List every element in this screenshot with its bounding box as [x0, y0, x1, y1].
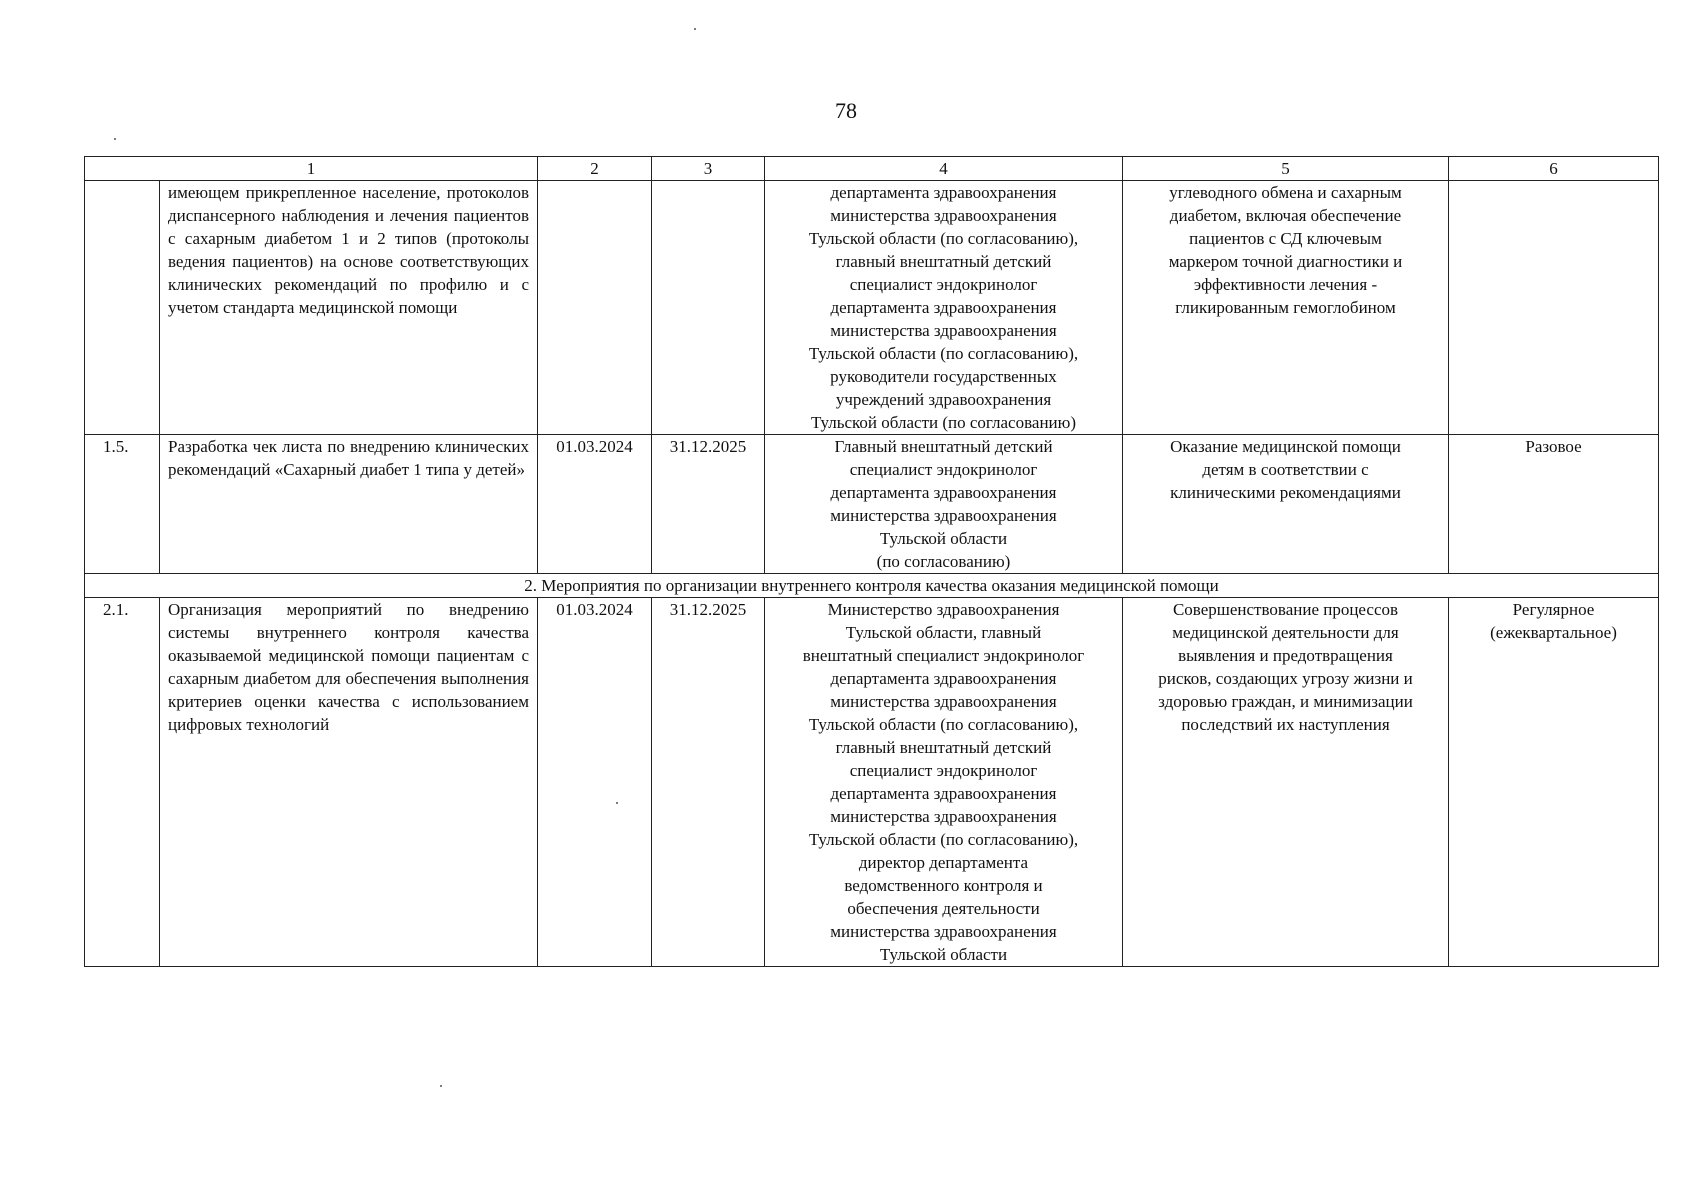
item-start-date — [538, 181, 652, 435]
result-line: детям в соответствии с — [1202, 460, 1369, 479]
responsible-line: Тульской области — [879, 529, 1008, 548]
responsible-line: (по согласованию) — [876, 552, 1011, 571]
result-line: диабетом, включая обеспечение — [1169, 206, 1402, 225]
result-line: Оказание медицинской помощи — [1170, 437, 1401, 456]
responsible-line: учреждений здравоохранения — [835, 390, 1052, 409]
item-description: Организация мероприятий по внедрению системы внутреннего контроля качества оказываемой медицинской помощи пациентам с сахарным диабетом для обеспечения выполнения критериев оценки качества с использованием цифровых технологий — [160, 598, 538, 967]
item-start-date: 01.03.2024 — [538, 598, 652, 967]
result-line: рисков, создающих угрозу жизни и — [1158, 669, 1413, 688]
result-line: здоровью граждан, и минимизации — [1158, 692, 1413, 711]
item-start-date: 01.03.2024 — [538, 435, 652, 574]
responsible-line: главный внештатный детский — [835, 252, 1052, 271]
item-end-date — [652, 181, 765, 435]
result-line: выявления и предотвращения — [1178, 646, 1393, 665]
responsible-line: Тульской области — [879, 945, 1008, 964]
responsible-line: ведомственного контроля и — [844, 876, 1043, 895]
item-end-date: 31.12.2025 — [652, 435, 765, 574]
result-line: маркером точной диагностики и — [1168, 252, 1403, 271]
responsible-line: министерства здравоохранения — [830, 206, 1057, 225]
responsible-line: департамента здравоохранения — [830, 784, 1057, 803]
responsible-line: обеспечения деятельности — [847, 899, 1040, 918]
item-responsible — [765, 181, 1123, 435]
responsible-line: специалист эндокринолог — [849, 275, 1038, 294]
item-responsible — [765, 435, 1123, 574]
header-col-5: 5 — [1123, 157, 1449, 181]
responsible-line: Тульской области (по согласованию), — [808, 830, 1079, 849]
table-row — [85, 598, 1659, 967]
table-row — [85, 181, 1659, 435]
table-row — [85, 435, 1659, 574]
responsible-line: департамента здравоохранения — [830, 298, 1057, 317]
section-row — [85, 574, 1659, 598]
item-frequency — [1449, 181, 1659, 435]
item-frequency: Разовое — [1449, 435, 1659, 574]
responsible-line: министерства здравоохранения — [830, 807, 1057, 826]
page-number: 78 — [835, 98, 857, 123]
result-line: медицинской деятельности для — [1172, 623, 1399, 642]
responsible-line: департамента здравоохранения — [830, 669, 1057, 688]
item-number — [85, 181, 160, 435]
result-line: гликированным гемоглобином — [1175, 298, 1396, 317]
responsible-line: Министерство здравоохранения — [827, 600, 1060, 619]
responsible-line: Тульской области (по согласованию), — [808, 229, 1079, 248]
header-col-2: 2 — [538, 157, 652, 181]
responsible-line: министерства здравоохранения — [830, 692, 1057, 711]
responsible-line: главный внештатный детский — [835, 738, 1052, 757]
scan-speck — [114, 138, 116, 140]
responsible-line: специалист эндокринолог — [849, 460, 1038, 479]
measures-table — [84, 156, 1659, 967]
responsible-line: специалист эндокринолог — [849, 761, 1038, 780]
result-line: эффективности лечения - — [1193, 275, 1378, 294]
result-line: клиническими рекомендациями — [1170, 483, 1401, 502]
responsible-line: министерства здравоохранения — [830, 506, 1057, 525]
result-line: Совершенствование процессов — [1172, 600, 1399, 619]
result-line: последствий их наступления — [1181, 715, 1390, 734]
responsible-line: Тульской области, главный — [845, 623, 1042, 642]
result-line: углеводного обмена и сахарным — [1169, 183, 1402, 202]
scan-speck — [694, 28, 696, 30]
header-col-6: 6 — [1449, 157, 1659, 181]
item-responsible — [765, 598, 1123, 967]
item-number: 2.1. — [85, 598, 160, 967]
responsible-line: внештатный специалист эндокринолог — [802, 646, 1085, 665]
item-result — [1123, 598, 1449, 967]
responsible-line: Тульской области (по согласованию), — [808, 344, 1079, 363]
item-description: имеющем прикрепленное население, протоколов диспансерного наблюдения и лечения пациентов с сахарным диабетом 1 и 2 типов (протоколы ведения пациентов) на основе соответствующих клинических рекомендаций по профилю и с учетом стандарта медицинской помощи — [160, 181, 538, 435]
responsible-line: руководители государственных — [830, 367, 1057, 386]
item-result — [1123, 181, 1449, 435]
header-col-4: 4 — [765, 157, 1123, 181]
section-title: 2. Мероприятия по организации внутреннего контроля качества оказания медицинской помощи — [85, 574, 1659, 598]
item-number: 1.5. — [85, 435, 160, 574]
result-line: пациентов с СД ключевым — [1189, 229, 1382, 248]
responsible-line: Тульской области (по согласованию), — [808, 715, 1079, 734]
frequency-line: (ежеквартальное) — [1490, 623, 1617, 642]
table-header-row — [85, 157, 1659, 181]
scan-speck — [440, 1085, 442, 1087]
responsible-line: Тульской области (по согласованию) — [810, 413, 1077, 432]
responsible-line: Главный внештатный детский — [834, 437, 1053, 456]
item-result — [1123, 435, 1449, 574]
header-col-1: 1 — [85, 157, 538, 181]
item-frequency — [1449, 598, 1659, 967]
scan-speck — [616, 802, 618, 804]
responsible-line: директор департамента — [858, 853, 1029, 872]
responsible-line: департамента здравоохранения — [830, 483, 1057, 502]
responsible-line: департамента здравоохранения — [830, 183, 1057, 202]
header-col-3: 3 — [652, 157, 765, 181]
item-description: Разработка чек листа по внедрению клинических рекомендаций «Сахарный диабет 1 типа у детей» — [160, 435, 538, 574]
responsible-line: министерства здравоохранения — [830, 321, 1057, 340]
frequency-line: Регулярное — [1512, 600, 1595, 619]
item-end-date: 31.12.2025 — [652, 598, 765, 967]
responsible-line: министерства здравоохранения — [830, 922, 1057, 941]
